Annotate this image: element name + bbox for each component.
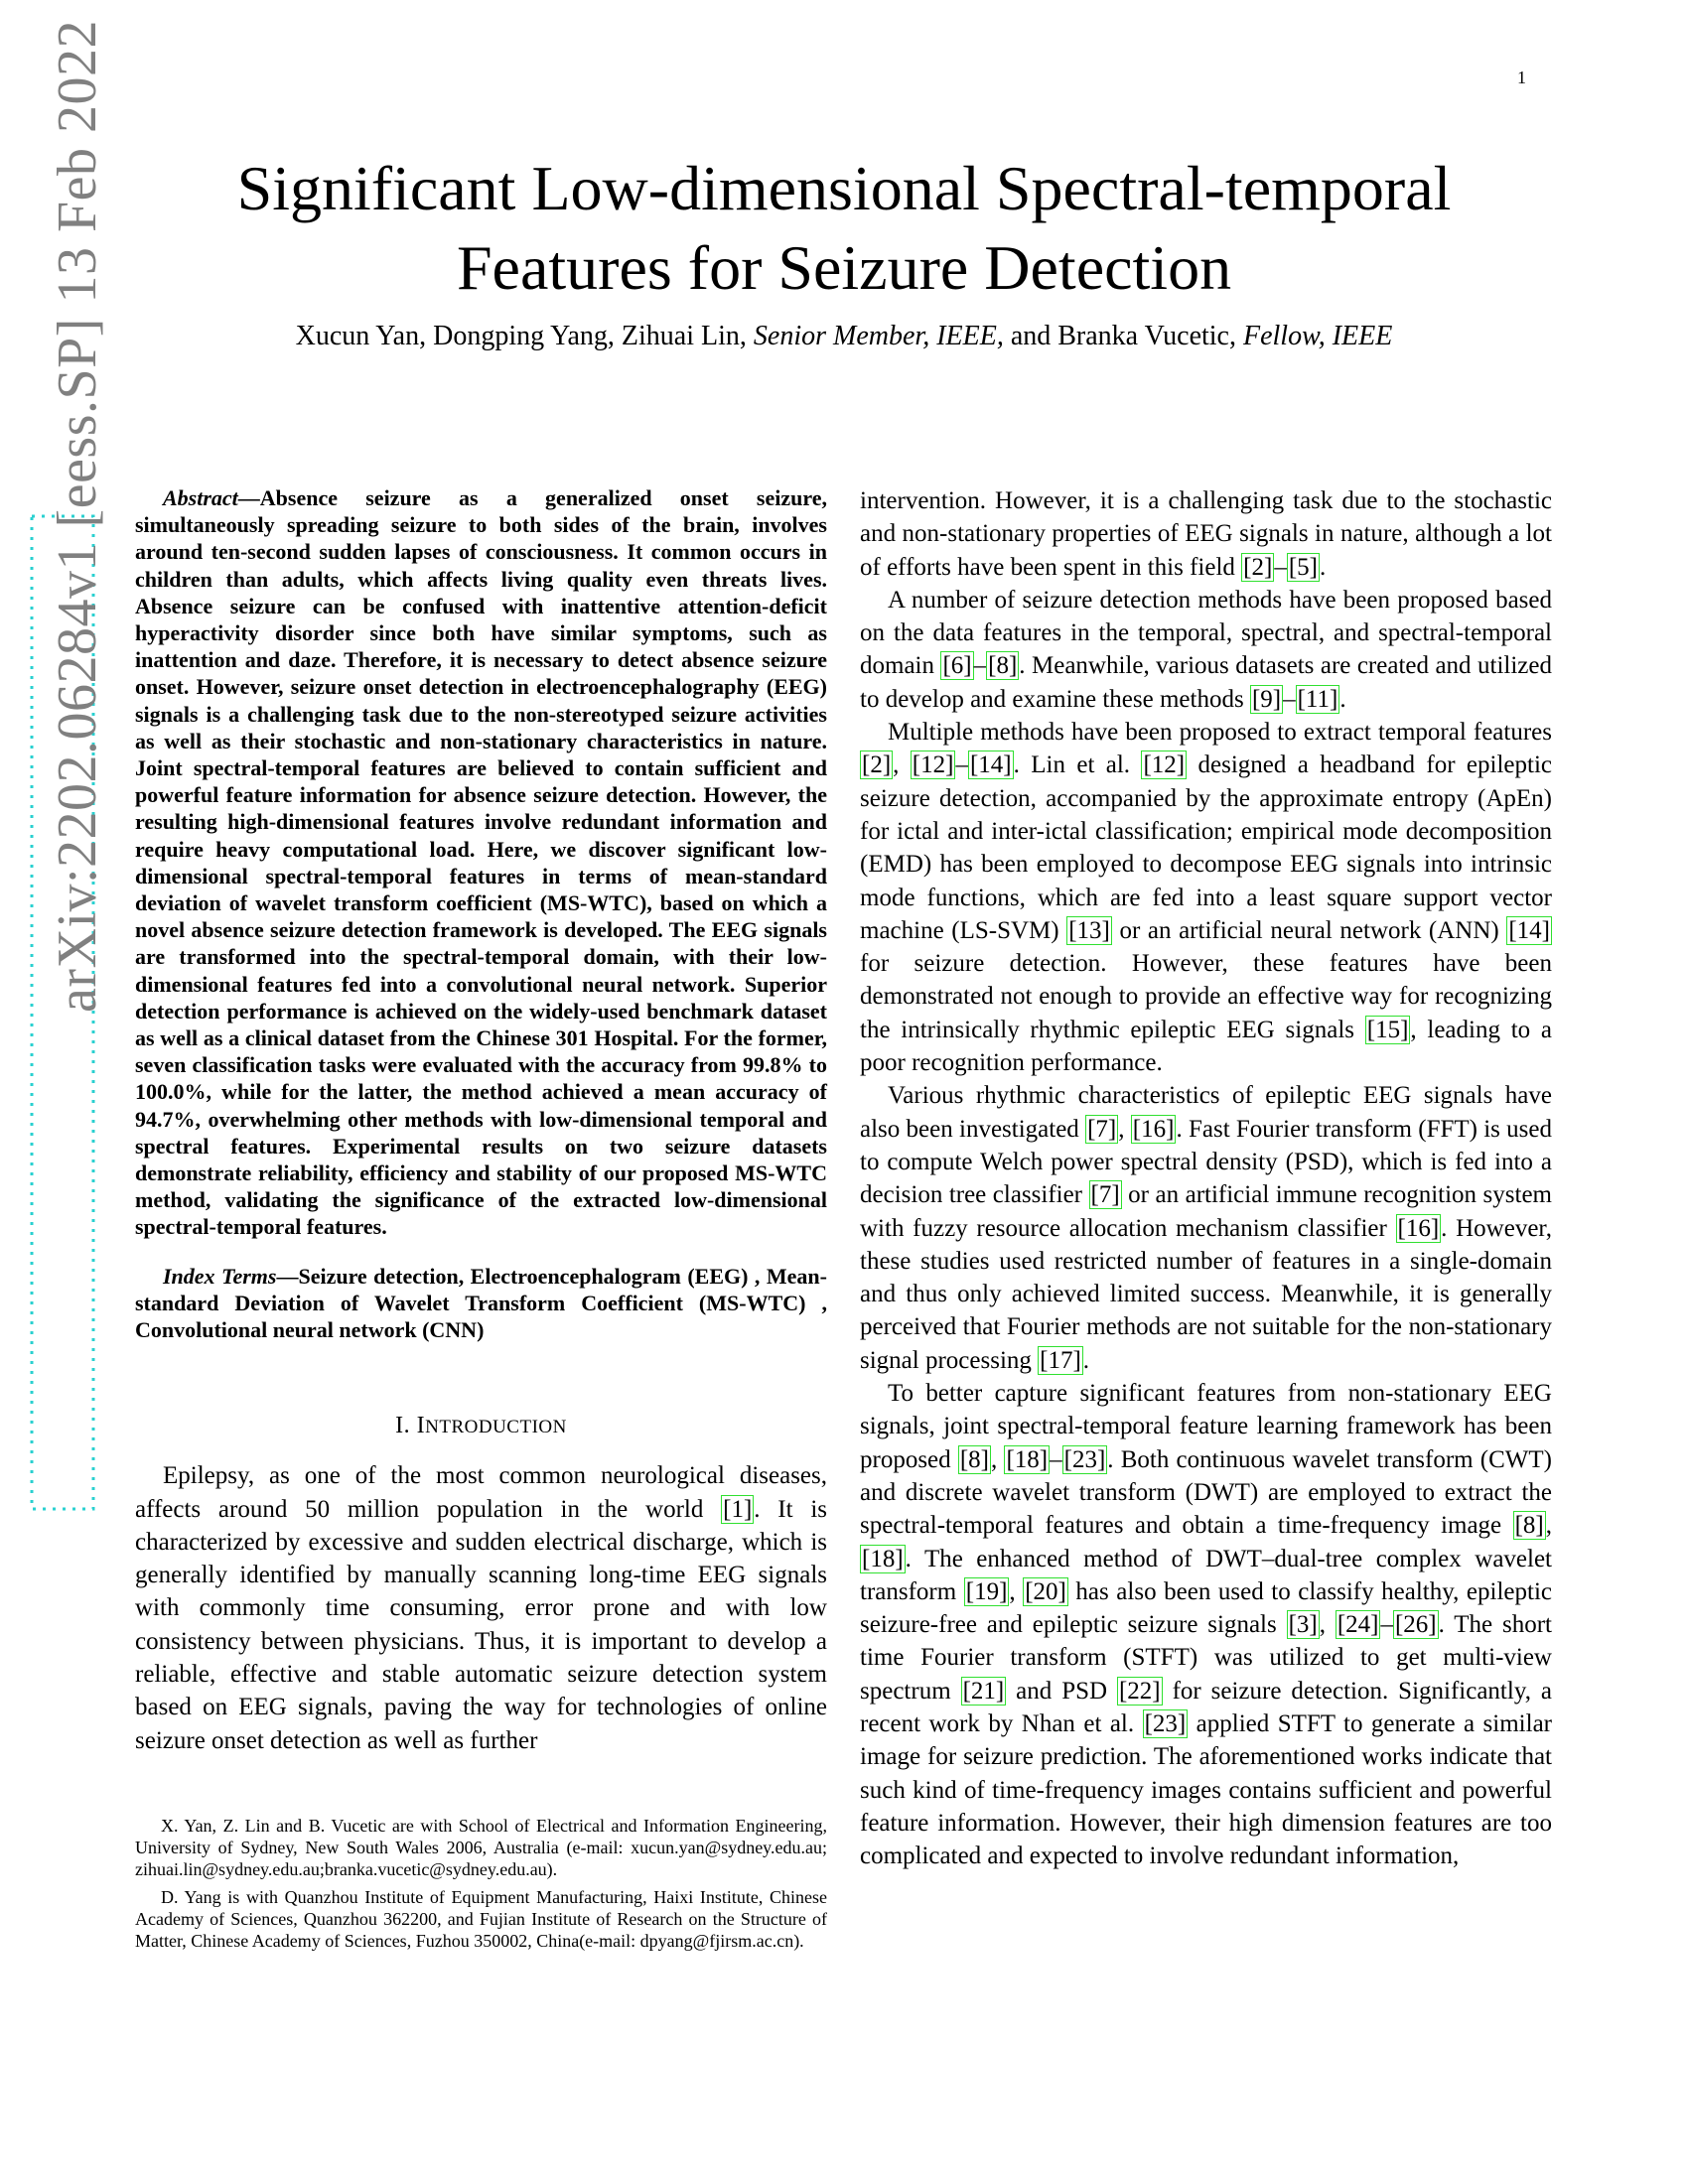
text-run: – bbox=[955, 751, 968, 779]
text-run: and PSD bbox=[1006, 1677, 1117, 1705]
text-run: . bbox=[1319, 553, 1327, 581]
citation-link[interactable]: [15] bbox=[1366, 1016, 1409, 1043]
citation-link[interactable]: [12] bbox=[912, 751, 954, 779]
text-run: . bbox=[1339, 685, 1346, 713]
text-run: , bbox=[1009, 1577, 1024, 1605]
text-run: . The enhanced method of DWT–dual-tree complex wavelet transform bbox=[860, 1545, 1552, 1605]
text-run: – bbox=[1274, 553, 1287, 581]
citation-link[interactable]: [8] bbox=[1514, 1512, 1544, 1540]
author-role: Senior Member, IEEE, bbox=[753, 321, 1004, 351]
text-run: has also been used to classify healthy, epileptic seizure-free and epileptic seizure signals bbox=[860, 1577, 1552, 1639]
text-run: . However, these studies used restricted number of features in a single-domain and thus only achieved limited success. Meanwhile, it is generally perceived that Fourier methods are not suitable for the non-stationary signal processing bbox=[860, 1214, 1552, 1374]
left-column bbox=[135, 484, 827, 1952]
text-run: designed a headband for epileptic seizure detection, accompanied by the approximate entropy (ApEn) for ictal and inter-ictal classification; empirical mode decomposition (EMD) has been employed to decompose EEG signals into intrinsic mode functions, which are fed into a least square support vector machine (LS-SVM) bbox=[860, 751, 1552, 944]
text-run: , bbox=[893, 751, 911, 779]
paper-title: Significant Low-dimensional Spectral-temporal Features for Seizure Detection bbox=[236, 153, 1452, 303]
text-run: for seizure detection. Significantly, a recent work by Nhan et al. bbox=[860, 1677, 1552, 1737]
text-run: or an artificial neural network (ANN) bbox=[1111, 916, 1507, 944]
citation-link[interactable]: [12] bbox=[1143, 751, 1186, 779]
body-paragraph bbox=[860, 484, 1552, 584]
page-number: 1 bbox=[1517, 68, 1526, 87]
citation-link[interactable]: [18] bbox=[1006, 1445, 1049, 1473]
text-run: . Meanwhile, various datasets are created and utilized to develop and examine these methods bbox=[860, 652, 1552, 713]
abstract-label: Abstract bbox=[163, 485, 238, 510]
citation-link[interactable]: [9] bbox=[1251, 685, 1282, 713]
text-run: . The short time Fourier transform (STFT) was utilized to get multi-view spectrum bbox=[860, 1611, 1552, 1705]
citation-link[interactable]: [26] bbox=[1394, 1611, 1437, 1639]
text-run: or an artificial immune recognition system with fuzzy resource allocation mechanism classifier bbox=[860, 1181, 1552, 1242]
citation-link[interactable]: [14] bbox=[1508, 916, 1550, 944]
citation-link[interactable]: [21] bbox=[962, 1677, 1005, 1705]
citation-link[interactable]: [23] bbox=[1063, 1445, 1106, 1473]
text-run: , leading to a poor recognition performance. bbox=[860, 1016, 1552, 1077]
text-run: for seizure detection. However, these features have been demonstrated not enough to provide an effective way for recognizing the intrinsically rhythmic epileptic EEG signals bbox=[860, 950, 1552, 1043]
citation-link[interactable]: [8] bbox=[988, 652, 1018, 680]
text-run: . It is characterized by excessive and sudden electrical discharge, which is generally identified by manually scanning long-time EEG signals with commonly time consuming, error prone and with low consistency between physicians. Thus, it is important to develop a reliable, effective and stable automatic seizure detection system based on EEG signals, paving the way for technologies of online seizure onset detection as well as further bbox=[135, 1495, 827, 1754]
citation-link[interactable]: [13] bbox=[1068, 916, 1110, 944]
footnotes bbox=[135, 1815, 827, 1952]
citation-link[interactable]: [5] bbox=[1288, 553, 1318, 581]
text-run: A number of seizure detection methods have been proposed based on the data features in the temporal, spectral, and spectral-temporal domain bbox=[860, 586, 1552, 680]
right-column bbox=[860, 484, 1552, 1872]
body-paragraph bbox=[860, 716, 1552, 1079]
citation-link[interactable]: [8] bbox=[959, 1445, 990, 1473]
citation-link[interactable]: [24] bbox=[1336, 1611, 1379, 1639]
text-run: . Both continuous wavelet transform (CWT) and discrete wavelet transform (DWT) are employed to extract the spectral-temporal features and obtain a time-frequency image bbox=[860, 1445, 1552, 1540]
text-run: . Lin et al. bbox=[1013, 751, 1142, 779]
abstract bbox=[135, 484, 827, 1241]
citation-link[interactable]: [2] bbox=[862, 751, 892, 779]
text-run: intervention. However, it is a challenging task due to the stochastic and non-stationary properties of EEG signals in nature, although a lot of efforts have been spent in this field bbox=[860, 487, 1552, 581]
index-terms bbox=[135, 1263, 827, 1344]
text-run: – bbox=[1380, 1611, 1393, 1639]
author-line bbox=[149, 320, 1539, 353]
section-title-rest: NTRODUCTION bbox=[425, 1417, 567, 1438]
citation-link[interactable]: [16] bbox=[1132, 1115, 1175, 1143]
citation-link[interactable]: [19] bbox=[965, 1577, 1008, 1605]
arxiv-identifier: arXiv:2202.06284v1 [eess.SP] 13 Feb 2022 bbox=[47, 20, 108, 1013]
citation-link[interactable]: [23] bbox=[1144, 1709, 1187, 1737]
text-run: . bbox=[1082, 1346, 1090, 1374]
citation-link[interactable]: [6] bbox=[942, 652, 972, 680]
text-run: – bbox=[1283, 685, 1296, 713]
section-heading-introduction bbox=[135, 1413, 827, 1439]
text-run: , bbox=[1319, 1611, 1336, 1639]
author-names: and Branka Vucetic, bbox=[1003, 321, 1243, 351]
text-run: , bbox=[1545, 1512, 1552, 1540]
text-run: , bbox=[991, 1445, 1005, 1473]
citation-link[interactable]: [22] bbox=[1118, 1677, 1161, 1705]
citation-link[interactable]: [3] bbox=[1288, 1611, 1318, 1639]
text-run: To better capture significant features from non-stationary EEG signals, joint spectral-temporal feature learning framework has been proposed bbox=[860, 1380, 1552, 1473]
section-numeral: I. bbox=[395, 1413, 417, 1439]
body-paragraph bbox=[860, 1079, 1552, 1377]
body-paragraph bbox=[860, 584, 1552, 716]
body-paragraph bbox=[860, 1377, 1552, 1872]
citation-link[interactable]: [18] bbox=[862, 1545, 904, 1572]
footnote-affiliation: D. Yang is with Quanzhou Institute of Equipment Manufacturing, Haixi Institute, Chinese Academy of Sciences, Quanzhou 362200, and Fujian Institute of Research on the Structure of Matter, Chinese Academy of Sciences, Fuzhou 350002, China(e-mail: dpyang@fjirsm.ac.cn). bbox=[135, 1886, 827, 1951]
citation-link[interactable]: [14] bbox=[969, 751, 1012, 779]
text-run: . Fast Fourier transform (FFT) is used to compute Welch power spectral density (PSD), which is fed into a decision tree classifier bbox=[860, 1115, 1553, 1209]
citation-link[interactable]: [11] bbox=[1297, 685, 1338, 713]
text-run: Multiple methods have been proposed to extract temporal features bbox=[888, 719, 1552, 747]
text-run: – bbox=[973, 652, 987, 680]
citation-link[interactable]: [20] bbox=[1025, 1577, 1066, 1605]
footnote-affiliation: X. Yan, Z. Lin and B. Vucetic are with School of Electrical and Information Engineering, University of Sydney, New South Wales 2006, Australia (e-mail: xucun.yan@sydney.edu.au; zihuai.lin@sydney.edu.au;branka.vucetic@sydney.edu.au). bbox=[135, 1815, 827, 1879]
text-run: Epilepsy, as one of the most common neurological diseases, affects around 50 million population in the world bbox=[135, 1462, 827, 1523]
citation-link[interactable]: [7] bbox=[1087, 1115, 1117, 1143]
citation-link[interactable]: [2] bbox=[1243, 553, 1273, 581]
author-role: Fellow, IEEE bbox=[1243, 321, 1393, 351]
text-run: – bbox=[1050, 1445, 1062, 1473]
citation-link[interactable]: [7] bbox=[1090, 1181, 1120, 1209]
text-run: Various rhythmic characteristics of epileptic EEG signals have also been investigated bbox=[860, 1082, 1552, 1143]
index-terms-label: Index Terms bbox=[163, 1263, 277, 1289]
citation-link[interactable]: [17] bbox=[1040, 1346, 1081, 1374]
index-terms-text: —Seizure detection, Electroencephalogram (EEG) , Mean-standard Deviation of Wavelet Transform Coefficient (MS-WTC) , Convolutional neural network (CNN) bbox=[135, 1263, 827, 1343]
intro-paragraph bbox=[135, 1459, 827, 1757]
text-run: , bbox=[1118, 1115, 1131, 1143]
citation-link[interactable]: [16] bbox=[1397, 1214, 1440, 1242]
citation-link[interactable]: [1] bbox=[723, 1495, 753, 1523]
text-run: applied STFT to generate a similar image for seizure prediction. The aforementioned works indicate that such kind of time-frequency images contains sufficient and powerful feature information. However, their high dimension features are too complicated and expected to involve redundant information, bbox=[860, 1709, 1552, 1870]
abstract-text: —Absence seizure as a generalized onset seizure, simultaneously spreading seizure to both sides of the brain, involves around ten-second sudden lapses of consciousness. It common occurs in children than adults, which affects living quality even threats lives. Absence seizure can be confused with inattentive attention-deficit hyperactivity disorder since both have similar symptoms, such as inattention and daze. Therefore, it is necessary to detect absence seizure onset. However, seizure onset detection in electroencephalography (EEG) signals is a challenging task due to the non-stereotyped seizure activities as well as their stochastic and non-stationary characteristics in nature. Joint spectral-temporal features are believed to contain sufficient and powerful feature information for absence seizure detection. However, the resulting high-dimensional features involve redundant information and require heavy computational load. Here, we discover significant low-dimensional spectral-temporal features in terms of mean-standard deviation of wavelet transform coefficient (MS-WTC), based on which a novel absence seizure detection framework is developed. The EEG signals are transformed into the spectral-temporal domain, with their low-dimensional features fed into a convolutional neural network. Superior detection performance is achieved on the widely-used benchmark dataset as well as a clinical dataset from the Chinese 301 Hospital. For the former, seven classification tasks were evaluated with the accuracy from 99.8% to 100.0%, while for the latter, the method achieved a mean accuracy of 94.7%, overwhelming other methods with low-dimensional temporal and spectral features. Experimental results on two seizure datasets demonstrate reliability, efficiency and stability of our proposed MS-WTC method, validating the significance of the extracted low-dimensional spectral-temporal features. bbox=[135, 485, 827, 1240]
author-names: Xucun Yan, Dongping Yang, Zihuai Lin, bbox=[295, 321, 754, 351]
section-initial: I bbox=[416, 1413, 426, 1439]
